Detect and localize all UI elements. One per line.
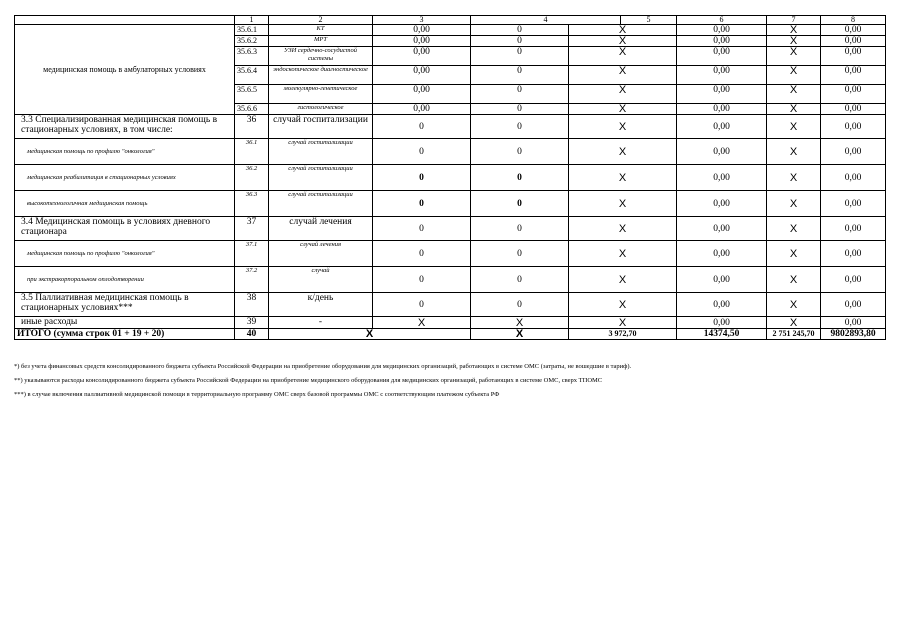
- value-cell: X: [767, 85, 821, 104]
- value-cell: 0,00: [821, 293, 886, 317]
- row-code: 35.6.1: [235, 25, 269, 36]
- value-cell: 0: [471, 267, 569, 293]
- value-cell: 0: [471, 115, 569, 139]
- table-body: [15, 16, 886, 340]
- value-cell: 0,00: [677, 36, 767, 47]
- value-cell: 0: [471, 25, 569, 36]
- value-cell: X: [767, 217, 821, 241]
- value-cell: 0: [373, 241, 471, 267]
- row-name: эндоскопическое диагностическое: [269, 66, 373, 85]
- value-cell: 0,00: [821, 267, 886, 293]
- group-label: медицинская помощь в амбулаторных условиях: [15, 25, 235, 115]
- financing-table: [14, 15, 886, 340]
- value-cell: X: [569, 115, 677, 139]
- value-cell: X: [767, 25, 821, 36]
- header-cell: 3: [373, 16, 471, 25]
- footnote: ***) в случае включения паллиативной медицинской помощи в территориальную программу ОМС сверх базовой программы ОМС с соответствующим платежом субъекта РФ: [14, 391, 500, 398]
- total-row: [15, 329, 886, 340]
- total-code: 40: [235, 329, 269, 340]
- header-cell: 7: [767, 16, 821, 25]
- row-label: при экстракорпоральном оплодотворении: [15, 267, 235, 293]
- header-cell: 4: [471, 16, 621, 25]
- value-cell: 0: [471, 85, 569, 104]
- total-value: X: [471, 329, 569, 340]
- value-cell: X: [569, 267, 677, 293]
- table-row: [15, 115, 886, 139]
- value-cell: 0: [471, 191, 569, 217]
- value-cell: 0: [471, 217, 569, 241]
- value-cell: 0: [373, 267, 471, 293]
- row-name: КТ: [269, 25, 373, 36]
- row-code: 37.1: [235, 241, 269, 267]
- row-name: МРТ: [269, 36, 373, 47]
- total-value: 3 972,70: [569, 329, 677, 340]
- row-code: 39: [235, 317, 269, 329]
- value-cell: X: [767, 139, 821, 165]
- row-name: молекулярно-генетическое: [269, 85, 373, 104]
- value-cell: X: [767, 165, 821, 191]
- value-cell: X: [767, 191, 821, 217]
- table-row: [15, 191, 886, 217]
- value-cell: 0,00: [677, 25, 767, 36]
- table-row: [15, 165, 886, 191]
- total-value: 14374,50: [677, 329, 767, 340]
- row-label: 3.5 Паллиативная медицинская помощь в стационарных условиях***: [15, 293, 235, 317]
- value-cell: 0,00: [821, 317, 886, 329]
- row-label: иные расходы: [15, 317, 235, 329]
- value-cell: 0,00: [373, 36, 471, 47]
- row-label: медицинская помощь по профилю "онкология": [15, 139, 235, 165]
- value-cell: 0,00: [373, 85, 471, 104]
- row-unit: случай госпитализации: [269, 115, 373, 139]
- value-cell: X: [569, 85, 677, 104]
- row-unit: случай лечения: [269, 217, 373, 241]
- row-code: 35.6.3: [235, 47, 269, 66]
- value-cell: X: [767, 36, 821, 47]
- value-cell: 0: [471, 47, 569, 66]
- value-cell: 0: [373, 293, 471, 317]
- value-cell: 0,00: [821, 85, 886, 104]
- value-cell: X: [569, 241, 677, 267]
- table-row: [15, 293, 886, 317]
- row-code: 37: [235, 217, 269, 241]
- header-cell: 6: [677, 16, 767, 25]
- row-unit: случай лечения: [269, 241, 373, 267]
- value-cell: 0: [471, 139, 569, 165]
- value-cell: X: [569, 191, 677, 217]
- value-cell: X: [767, 104, 821, 115]
- header-cell: 1: [235, 16, 269, 25]
- value-cell: 0: [471, 36, 569, 47]
- total-value: 9802893,80: [821, 329, 886, 340]
- header-cell-blank: [15, 16, 235, 25]
- row-code: 35.6.4: [235, 66, 269, 85]
- value-cell: 0: [373, 217, 471, 241]
- column-number-row: [15, 16, 886, 25]
- value-cell: 0: [471, 241, 569, 267]
- row-label: медицинская помощь по профилю "онкология": [15, 241, 235, 267]
- value-cell: 0: [471, 165, 569, 191]
- row-label: медицинская реабилитация в стационарных условиях: [15, 165, 235, 191]
- value-cell: X: [767, 317, 821, 329]
- value-cell: 0,00: [373, 47, 471, 66]
- row-unit: случай госпитализации: [269, 165, 373, 191]
- header-cell: 5: [621, 16, 677, 25]
- row-unit: случай: [269, 267, 373, 293]
- value-cell: 0,00: [677, 85, 767, 104]
- value-cell: 0: [373, 115, 471, 139]
- row-code: 35.6.6: [235, 104, 269, 115]
- value-cell: 0: [471, 293, 569, 317]
- value-cell: 0,00: [821, 66, 886, 85]
- value-cell: X: [767, 47, 821, 66]
- row-code: 37.2: [235, 267, 269, 293]
- footnotes: [14, 363, 894, 405]
- value-cell: X: [569, 317, 677, 329]
- row-code: 35.6.2: [235, 36, 269, 47]
- value-cell: X: [767, 115, 821, 139]
- value-cell: X: [471, 317, 569, 329]
- value-cell: 0,00: [821, 104, 886, 115]
- value-cell: 0,00: [821, 191, 886, 217]
- value-cell: X: [569, 47, 677, 66]
- value-cell: X: [767, 66, 821, 85]
- value-cell: 0,00: [677, 66, 767, 85]
- row-code: 38: [235, 293, 269, 317]
- table-row: [15, 241, 886, 267]
- value-cell: 0,00: [677, 217, 767, 241]
- value-cell: X: [569, 25, 677, 36]
- value-cell: 0,00: [677, 191, 767, 217]
- value-cell: 0: [373, 165, 471, 191]
- row-code: 36.1: [235, 139, 269, 165]
- total-value: 2 751 245,70: [767, 329, 821, 340]
- value-cell: X: [767, 241, 821, 267]
- table-row: [15, 217, 886, 241]
- value-cell: 0,00: [821, 36, 886, 47]
- row-unit: случай госпитализации: [269, 139, 373, 165]
- total-label: ИТОГО (сумма строк 01 + 19 + 20): [15, 329, 235, 340]
- value-cell: 0,00: [821, 47, 886, 66]
- value-cell: X: [569, 293, 677, 317]
- value-cell: 0,00: [677, 317, 767, 329]
- table-row: [15, 267, 886, 293]
- row-unit: к/день: [269, 293, 373, 317]
- value-cell: 0,00: [677, 104, 767, 115]
- row-label: 3.3 Специализированная медицинская помощь в стационарных условиях, в том числе:: [15, 115, 235, 139]
- header-cell: 8: [821, 16, 886, 25]
- row-code: 35.6.5: [235, 85, 269, 104]
- value-cell: 0,00: [821, 25, 886, 36]
- value-cell: 0,00: [821, 241, 886, 267]
- value-cell: 0: [373, 191, 471, 217]
- value-cell: X: [569, 165, 677, 191]
- value-cell: 0: [373, 139, 471, 165]
- row-code: 36.3: [235, 191, 269, 217]
- value-cell: X: [569, 139, 677, 165]
- value-cell: 0,00: [821, 115, 886, 139]
- report-table-container: [14, 15, 885, 340]
- value-cell: 0: [471, 66, 569, 85]
- value-cell: 0,00: [373, 104, 471, 115]
- value-cell: X: [373, 317, 471, 329]
- value-cell: 0,00: [677, 47, 767, 66]
- row-label: 3.4 Медицинская помощь в условиях дневного стационара: [15, 217, 235, 241]
- value-cell: 0,00: [821, 139, 886, 165]
- total-value: X: [269, 329, 471, 340]
- value-cell: X: [569, 66, 677, 85]
- header-cell: 2: [269, 16, 373, 25]
- value-cell: 0,00: [677, 293, 767, 317]
- row-code: 36.2: [235, 165, 269, 191]
- value-cell: X: [569, 217, 677, 241]
- value-cell: 0,00: [373, 25, 471, 36]
- value-cell: X: [569, 104, 677, 115]
- value-cell: X: [767, 267, 821, 293]
- footnote: **) указываются расходы консолидированного бюджета субъекта Российской Федерации на приобретение медицинского оборудования для медицинских организаций, работающих в системе ОМС, сверх ТПОМС: [14, 377, 603, 384]
- value-cell: X: [569, 36, 677, 47]
- value-cell: 0,00: [677, 115, 767, 139]
- value-cell: 0,00: [821, 217, 886, 241]
- row-name: гистологическое: [269, 104, 373, 115]
- value-cell: 0,00: [677, 241, 767, 267]
- value-cell: 0,00: [821, 165, 886, 191]
- table-row: [15, 139, 886, 165]
- value-cell: 0,00: [373, 66, 471, 85]
- sub-row: [15, 25, 886, 36]
- value-cell: 0: [471, 104, 569, 115]
- row-unit: -: [269, 317, 373, 329]
- row-code: 36: [235, 115, 269, 139]
- value-cell: 0,00: [677, 139, 767, 165]
- footnote: *) без учета финансовых средств консолидированного бюджета субъекта Российской Федерации на приобретение оборудования для медицинских организаций, работающих в системе ОМС (затраты, не вошедшие в тариф).: [14, 363, 632, 370]
- row-unit: случай госпитализации: [269, 191, 373, 217]
- value-cell: 0,00: [677, 165, 767, 191]
- value-cell: X: [767, 293, 821, 317]
- value-cell: 0,00: [677, 267, 767, 293]
- table-row: [15, 317, 886, 329]
- row-label: высокотехнологичная медицинская помощь: [15, 191, 235, 217]
- row-name: УЗИ сердечно-сосудистой системы: [269, 47, 373, 66]
